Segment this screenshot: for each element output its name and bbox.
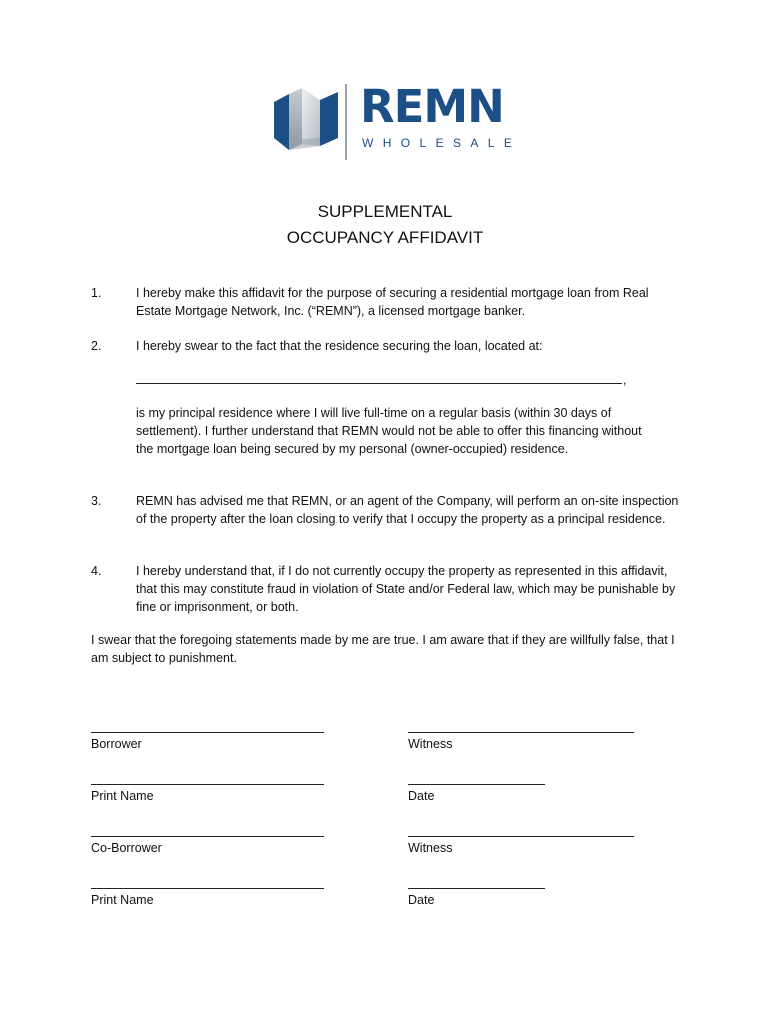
witness-signature-line-2[interactable]: [408, 836, 634, 837]
document-title-line-1: SUPPLEMENTAL: [317, 202, 453, 221]
address-input-line[interactable]: [136, 383, 622, 384]
item-2-number: 2.: [91, 339, 102, 353]
borrower-label: Borrower: [91, 737, 142, 751]
item-2-text: I hereby swear to the fact that the residence securing the loan, located at:: [136, 339, 543, 353]
item-3-number: 3.: [91, 494, 102, 508]
item-4-number: 4.: [91, 564, 102, 578]
date-line-1[interactable]: [408, 784, 545, 785]
date-label-1: Date: [408, 789, 435, 803]
item-1-number: 1.: [91, 286, 102, 300]
co-borrower-print-name-line[interactable]: [91, 888, 324, 889]
co-borrower-label: Co-Borrower: [91, 841, 162, 855]
closing-statement: I swear that the foregoing statements made by me are true. I am aware that if they are willfully false, that I am subject to punishment.: [91, 633, 675, 665]
remn-logo-mark-icon: [274, 88, 338, 150]
remn-logo: [274, 80, 522, 164]
date-line-2[interactable]: [408, 888, 545, 889]
logo-divider: [345, 84, 347, 160]
date-label-2: Date: [408, 893, 435, 907]
print-name-label-1: Print Name: [91, 789, 154, 803]
item-2-continuation: is my principal residence where I will live full-time on a regular basis (within 30 days of settlement). I further understand that REMN would not be able to offer this financing without the mortgage loan being secured by my personal (owner-occupied) residence.: [136, 406, 642, 456]
witness-label-1: Witness: [408, 737, 453, 751]
logo-wordmark: REMN: [360, 80, 504, 133]
co-borrower-signature-line[interactable]: [91, 836, 324, 837]
document-title-line-2: OCCUPANCY AFFIDAVIT: [286, 228, 484, 247]
witness-label-2: Witness: [408, 841, 453, 855]
witness-signature-line-1[interactable]: [408, 732, 634, 733]
borrower-signature-line[interactable]: [91, 732, 324, 733]
address-comma: ,: [623, 373, 627, 387]
logo-subtitle: WHOLESALE: [362, 136, 522, 150]
item-1-text: I hereby make this affidavit for the purpose of securing a residential mortgage loan from Real Estate Mortgage Network, Inc. (“REMN”), a licensed mortgage banker.: [136, 286, 649, 318]
borrower-print-name-line[interactable]: [91, 784, 324, 785]
item-3-text: REMN has advised me that REMN, or an agent of the Company, will perform an on-site inspection of the property after the loan closing to verify that I occupy the property as a principal residence.: [136, 494, 679, 526]
print-name-label-2: Print Name: [91, 893, 154, 907]
item-4-text: I hereby understand that, if I do not currently occupy the property as represented in this affidavit, that this may constitute fraud in violation of State and/or Federal law, which may be punishable by fine or imprisonment, or both.: [136, 564, 676, 614]
